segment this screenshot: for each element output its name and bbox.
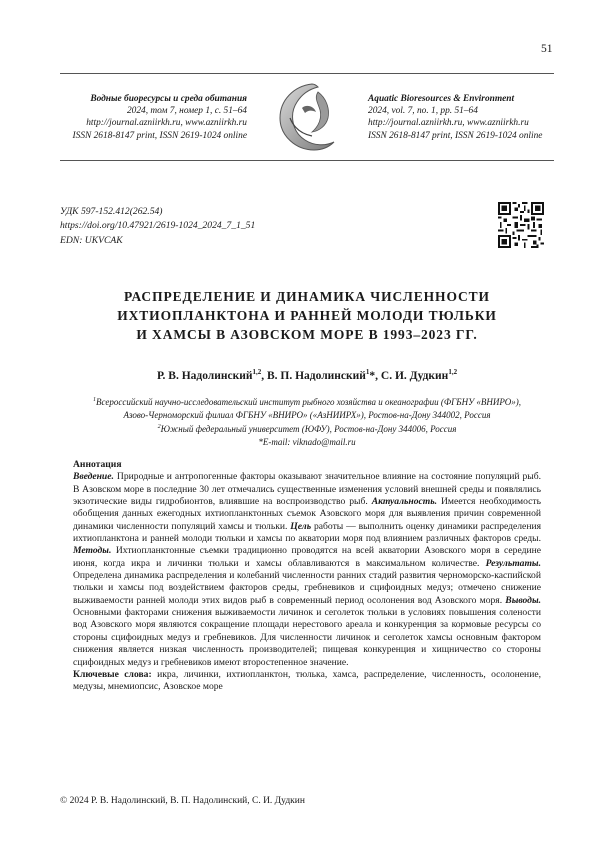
- conclusions-label: Выводы.: [505, 594, 541, 606]
- copyright-notice: © 2024 Р. В. Надолинский, В. П. Надолинский, С. И. Дудкин: [60, 796, 305, 806]
- title-line: ИХТИОПЛАНКТОНА И РАННЕЙ МОЛОДИ ТЮЛЬКИ: [117, 308, 497, 323]
- journal-info-russian: [73, 93, 247, 142]
- article-identifiers: [60, 205, 255, 248]
- abstract-body: [73, 471, 541, 669]
- qr-code-icon: [498, 202, 544, 248]
- keywords: [73, 669, 541, 694]
- author-affiliation-mark: 1,2: [448, 368, 458, 376]
- author-separator: ,: [375, 369, 381, 382]
- author-name: С. И. Дудкин: [380, 369, 449, 382]
- journal-issn-en: ISSN 2618-8147 print, ISSN 2619-1024 online: [368, 130, 543, 141]
- affiliation-2: [60, 421, 554, 436]
- affiliation-mark: 1: [92, 397, 96, 403]
- journal-issue-en: 2024, vol. 7, no. 1, pp. 51–64: [368, 106, 478, 117]
- aim-label: Цель: [290, 520, 312, 532]
- aim-text: работы — выполнить оценку динамики распределения ихтиопланктона и ранней молоди тюльки и хамсы по акватории моря под влиянием различных факторов среды.: [73, 520, 541, 545]
- relevance-text: Имеется необходимость обобщения данных ежегодных ихтиопланктонных съемок Азовского моря для выявления причин современной динамики численности популяций хамсы и тюльки.: [73, 496, 541, 532]
- intro-label: Введение.: [73, 471, 114, 483]
- author-affiliation-mark: 1,2: [252, 368, 262, 376]
- intro-text: Природные и антропогенные факторы оказывают значительное влияние на состояние популяций рыб. В Азовском море в последние 30 лет отмечались существенные изменения условий внешней среды и появлялись экзотические виды гидробионтов, влиявшие на воспроизводство рыб.: [73, 471, 541, 508]
- relevance-label: Актуальность.: [371, 496, 438, 508]
- journal-name-ru: Водные биоресурсы и среда обитания: [90, 94, 247, 104]
- journal-logo-icon: [272, 78, 338, 156]
- author-affiliation-mark: 1: [365, 368, 370, 376]
- author-list: [60, 368, 554, 382]
- journal-url-ru: http://journal.azniirkh.ru, www.azniirkh.ru: [86, 118, 247, 129]
- results-text: Определена динамика распределения и колебаний численности ранних стадий развития черноморско-каспийской тюльки и хамсы под воздействием факторов среды, гребневиков и сцифоидных медуз; отмечено снижение выживаемости ранней молоди этих видов рыб в современный период осолонения вод Азовского моря.: [73, 570, 541, 606]
- corresponding-author-mark: *: [369, 369, 376, 382]
- journal-name-en: Aquatic Bioresources & Environment: [368, 94, 515, 104]
- journal-info-english: [368, 93, 542, 142]
- author-separator: ,: [261, 369, 267, 382]
- affiliations: [60, 394, 554, 448]
- doi-link[interactable]: https://doi.org/10.47921/2619-1024_2024_7_1_51: [60, 220, 256, 232]
- affiliation-1-branch: Азово-Черноморский филиал ФГБНУ «ВНИРО» («АзНИИРХ»), Ростов-на-Дону 344002, Россия: [123, 409, 491, 420]
- corresponding-email[interactable]: *E-mail: viknado@mail.ru: [258, 436, 356, 447]
- keywords-text: икра, личинки, ихтиопланктон, тюлька, хамса, распределение, численность, осолонение, медузы, мнемиопсис, Азовское море: [73, 668, 541, 693]
- edn-code: EDN: UKVCAK: [60, 234, 123, 246]
- conclusions-text: Основными факторами снижения выживаемости личинок и сеголеток тюльки в условиях повышения солености вод Азовского моря являются сокращение площади нерестового ареала и конкуренция за кормовые ресурсы со стороны сцифоидных медуз и гребневиков. Для численности личинок и сеголеток хамсы основным фактором снижения является низкая численность производителей; пищевая конкуренция и хищничество со стороны сцифоидных медуз и гребневиков имеют второстепенное значение.: [73, 607, 541, 668]
- results-label: Результаты.: [485, 557, 541, 569]
- abstract-heading: Аннотация: [73, 459, 122, 470]
- journal-issue-ru: 2024, том 7, номер 1, с. 51–64: [126, 106, 247, 117]
- methods-text: Ихтиопланктонные съемки традиционно проводятся на всей акватории Азовского моря в середине июня, когда икра и личинки тюльки и хамсы облавливаются в максимальном количестве.: [73, 545, 541, 569]
- affiliation-text: Всероссийский научно-исследовательский институт рыбного хозяйства и океанографии (ФГБНУ «ВНИРО»),: [95, 397, 522, 407]
- affiliation-1: [60, 394, 554, 409]
- page-number: 51: [541, 43, 553, 55]
- title-line: РАСПРЕДЕЛЕНИЕ И ДИНАМИКА ЧИСЛЕННОСТИ: [124, 289, 490, 304]
- keywords-label: Ключевые слова:: [73, 668, 152, 680]
- methods-label: Методы.: [73, 545, 112, 557]
- header-bottom-rule: [60, 160, 554, 161]
- article-title: [60, 287, 554, 344]
- author-name: Р. В. Надолинский: [156, 369, 253, 382]
- journal-issn-ru: ISSN 2618-8147 print, ISSN 2619-1024 online: [72, 130, 247, 141]
- affiliation-mark: 2: [157, 424, 161, 431]
- header-top-rule: [60, 73, 554, 74]
- title-line: И ХАМСЫ В АЗОВСКОМ МОРЕ В 1993–2023 ГГ.: [136, 327, 478, 342]
- abstract-section: [73, 459, 541, 694]
- affiliation-text: Южный федеральный университет (ЮФУ), Ростов-на-Дону 344006, Россия: [160, 424, 457, 435]
- author-name: В. П. Надолинский: [267, 369, 366, 382]
- journal-url-en: http://journal.azniirkh.ru, www.azniirkh.ru: [368, 118, 529, 129]
- udc-code: УДК 597-152.412(262.54): [60, 206, 163, 217]
